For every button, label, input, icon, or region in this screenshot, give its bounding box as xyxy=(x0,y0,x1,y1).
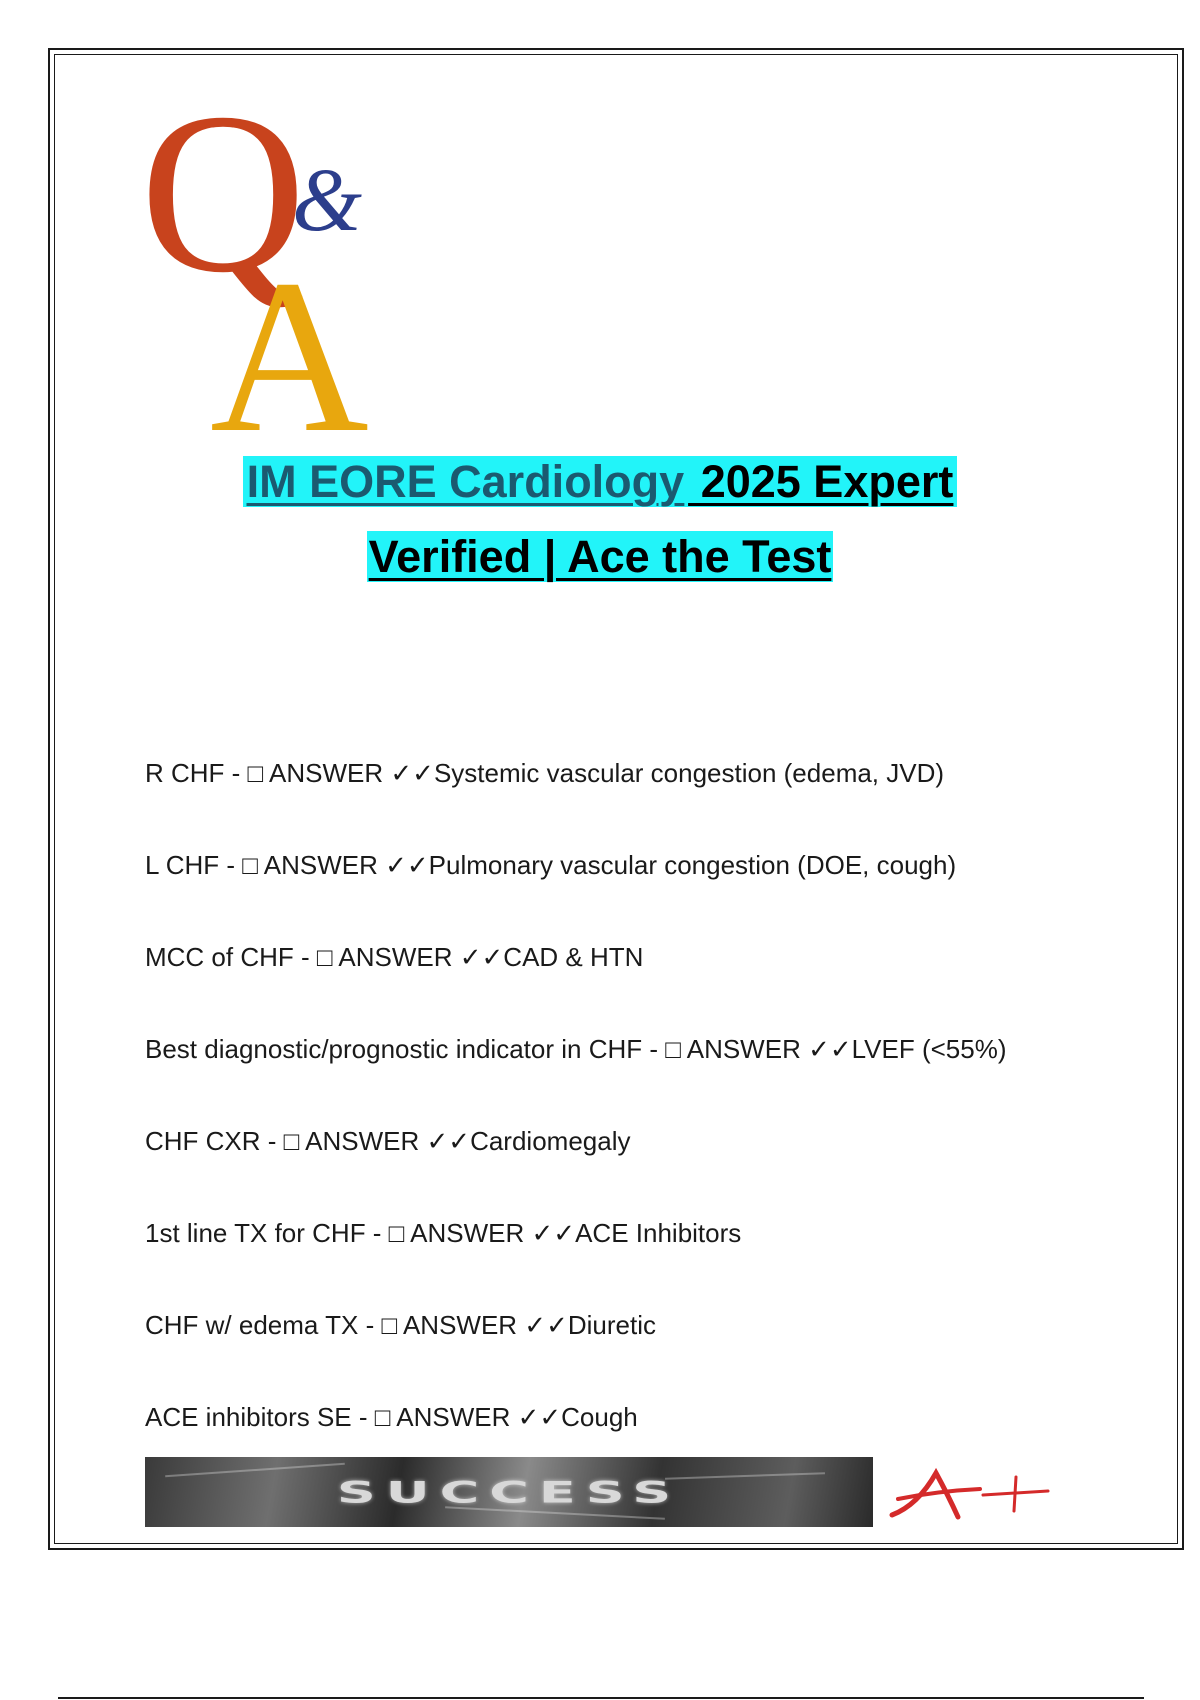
footer-rule xyxy=(58,1697,1144,1699)
qa-item: R CHF - □ ANSWER ✓✓Systemic vascular congestion (edema, JVD) xyxy=(145,758,945,788)
title-tagline: Verified | Ace the Test xyxy=(368,531,832,582)
qa-item: L CHF - □ ANSWER ✓✓Pulmonary vascular congestion (DOE, cough) xyxy=(145,850,957,880)
grade-text: A+ xyxy=(888,1465,890,1466)
title-line-1 xyxy=(0,450,1200,525)
qa-item: 1st line TX for CHF - □ ANSWER ✓✓ACE Inhibitors xyxy=(145,1218,742,1248)
success-banner-text: SUCCESS xyxy=(336,1474,682,1510)
success-banner-image xyxy=(145,1457,873,1527)
document-title xyxy=(0,450,1200,600)
qa-item: MCC of CHF - □ ANSWER ✓✓CAD & HTN xyxy=(145,942,644,972)
title-line-2 xyxy=(0,525,1200,600)
qa-logo xyxy=(140,70,410,450)
grade-a-plus-mark xyxy=(888,1465,1058,1525)
logo-letter-q: Q xyxy=(140,70,307,320)
qa-item: Best diagnostic/prognostic indicator in CHF - □ ANSWER ✓✓LVEF (<55%) xyxy=(145,1034,1007,1064)
title-course: IM EORE Cardiology xyxy=(246,456,685,507)
logo-ampersand: & xyxy=(292,151,363,250)
qa-item: ACE inhibitors SE - □ ANSWER ✓✓Cough xyxy=(145,1402,638,1432)
logo-letter-a: A xyxy=(210,234,369,450)
title-year: 2025 Expert xyxy=(688,456,954,507)
qa-list xyxy=(145,758,1145,1494)
qa-item: CHF w/ edema TX - □ ANSWER ✓✓Diuretic xyxy=(145,1310,656,1340)
qa-item: CHF CXR - □ ANSWER ✓✓Cardiomegaly xyxy=(145,1126,631,1156)
